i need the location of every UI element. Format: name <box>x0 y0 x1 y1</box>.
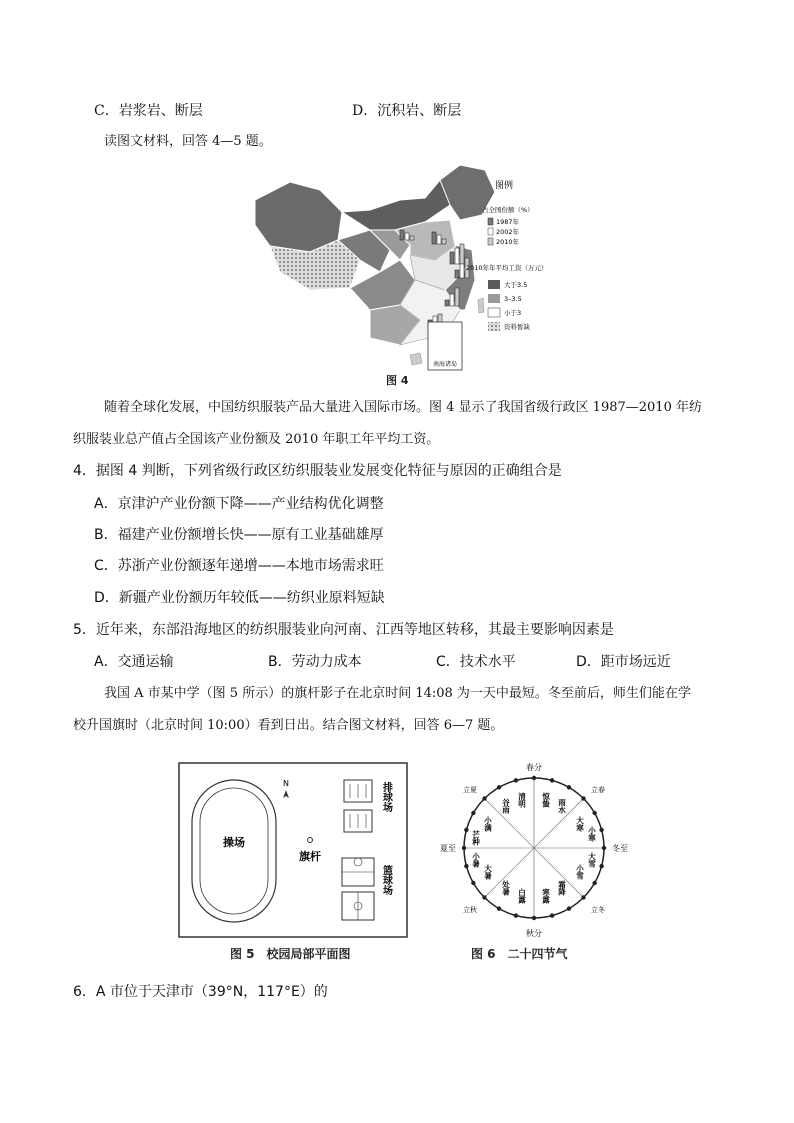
figure-6-caption: 图 6 二十四节气 <box>471 947 568 961</box>
legend-share-2010: 2010年 <box>496 238 520 246</box>
legend-wage-na: 资料暂缺 <box>504 323 530 331</box>
term-tick <box>497 906 501 910</box>
term-tick <box>550 778 554 782</box>
term-tick <box>482 796 486 800</box>
term-tick <box>462 846 466 850</box>
para-6-7-line2: 校升国旗时（北京时间 10:00）看到日出。结合图文材料，回答 6—7 题。 <box>73 718 504 733</box>
basketball-label: 篮球场 <box>380 865 392 895</box>
term-tick <box>464 828 468 832</box>
figure-4-caption: 图 4 <box>386 374 409 387</box>
term-tick <box>602 846 606 850</box>
q4-option-c: C．苏浙产业份额逐年递增——本地市场需求旺 <box>94 558 384 574</box>
term-dahan: 大寒 <box>575 816 585 832</box>
para-4-5-line2: 织服装业总产值占全国该产业份额及 2010 年职工年平均工资。 <box>73 432 440 447</box>
term-tick <box>599 864 603 868</box>
term-tick <box>471 811 475 815</box>
term-daxue: 大雪 <box>587 852 597 868</box>
legend-wage-low: 小于3 <box>504 309 522 317</box>
figure-5-caption: 图 5 校园局部平面图 <box>230 947 351 961</box>
term-hanlu: 寒露 <box>541 888 551 904</box>
q5-option-c: C．技术水平 <box>436 654 516 670</box>
term-tick <box>592 811 596 815</box>
term-tick <box>592 881 596 885</box>
term-mangzhong: 芒种 <box>471 830 481 846</box>
q5-option-d: D．距市场远近 <box>576 654 671 670</box>
term-tick <box>514 778 518 782</box>
inset-label: 南海诸岛 <box>432 361 458 368</box>
term-tick <box>550 913 554 917</box>
legend-wage-mid: 3–3.5 <box>504 295 522 303</box>
q3-option-d: D．沉积岩、断层 <box>352 103 462 119</box>
term-tick <box>532 916 536 920</box>
term-lidong: 立冬 <box>591 906 605 914</box>
term-xiaoshu: 小暑 <box>471 852 481 868</box>
term-xiaoman: 小满 <box>483 816 493 832</box>
legend-share-title: 占全国份额（%） <box>482 206 534 214</box>
flagpole-label: 旗杆 <box>299 850 321 863</box>
term-dongzhi: 冬至 <box>612 844 628 853</box>
para-4-5-line1: 随着全球化发展，中国纺织服装产品大量进入国际市场。图 4 显示了我国省级行政区 1987—2010 年纺 <box>104 400 702 415</box>
term-qingming: 清明 <box>517 792 527 808</box>
term-tick <box>581 895 585 899</box>
term-xiazhi: 夏至 <box>440 844 456 853</box>
map-xinjiang <box>255 182 342 252</box>
term-guyu: 谷雨 <box>501 798 511 814</box>
figure-6 <box>436 756 632 940</box>
term-shuangjiang: 霜降 <box>557 880 567 896</box>
map-hainan <box>410 353 422 365</box>
q5-stem: 5．近年来，东部沿海地区的纺织服装业向河南、江西等地区转移，其最主要影响因素是 <box>73 622 614 638</box>
map-taiwan <box>478 298 484 313</box>
volleyball-label: 排球场 <box>380 782 392 812</box>
q3-option-c: C．岩浆岩、断层 <box>94 103 203 119</box>
q5-option-b: B．劳动力成本 <box>268 654 362 670</box>
legend-share-1987: 1987年 <box>496 218 520 226</box>
term-tick <box>581 796 585 800</box>
term-bailu: 白露 <box>517 888 527 904</box>
legend-title: 图例 <box>495 181 514 191</box>
term-chushu: 处暑 <box>501 880 511 896</box>
term-tick <box>497 785 501 789</box>
term-jingzhe: 惊蛰 <box>541 792 551 808</box>
term-tick <box>532 776 536 780</box>
term-lixia: 立夏 <box>463 786 477 794</box>
playground-label: 操场 <box>223 836 245 849</box>
term-tick <box>567 785 571 789</box>
term-lichun: 立春 <box>591 786 605 794</box>
term-dashu: 大暑 <box>483 864 493 880</box>
term-tick <box>599 828 603 832</box>
q6-stem: 6．A 市位于天津市（39°N，117°E）的 <box>73 984 328 1000</box>
north-label: N <box>283 779 289 788</box>
term-qiufen: 秋分 <box>526 929 542 938</box>
term-xiaohan: 小寒 <box>587 826 597 842</box>
q4-option-a: A．京津沪产业份额下降——产业结构优化调整 <box>94 496 384 512</box>
term-tick <box>471 881 475 885</box>
figure-4 <box>250 160 580 385</box>
term-tick <box>567 906 571 910</box>
term-xiaoxue: 小雪 <box>575 864 585 880</box>
q4-option-d: D．新疆产业份额历年较低——纺织业原料短缺 <box>94 590 385 606</box>
q4-stem: 4．据图 4 判断，下列省级行政区纺织服装业发展变化特征与原因的正确组合是 <box>73 463 562 479</box>
term-yushui: 雨水 <box>557 798 567 814</box>
legend-share-2002: 2002年 <box>496 228 520 236</box>
term-tick <box>514 913 518 917</box>
intro-4-5: 读图文材料，回答 4—5 题。 <box>104 134 272 149</box>
q5-option-a: A．交通运输 <box>94 654 174 670</box>
term-chunfen: 春分 <box>526 763 542 772</box>
legend-wage-high: 大于3.5 <box>504 281 528 289</box>
term-liqiu: 立秋 <box>463 906 477 914</box>
term-tick <box>464 864 468 868</box>
figure-5 <box>178 762 408 938</box>
term-tick <box>482 895 486 899</box>
china-map <box>250 160 580 385</box>
q4-option-b: B．福建产业份额增长快——原有工业基础雄厚 <box>94 527 384 543</box>
para-6-7-line1: 我国 A 市某中学（图 5 所示）的旗杆影子在北京时间 14:08 为一天中最短。冬至前后，师生们能在学 <box>104 686 691 701</box>
legend-wage-title: 2010年年平均工资（万元） <box>466 264 548 272</box>
